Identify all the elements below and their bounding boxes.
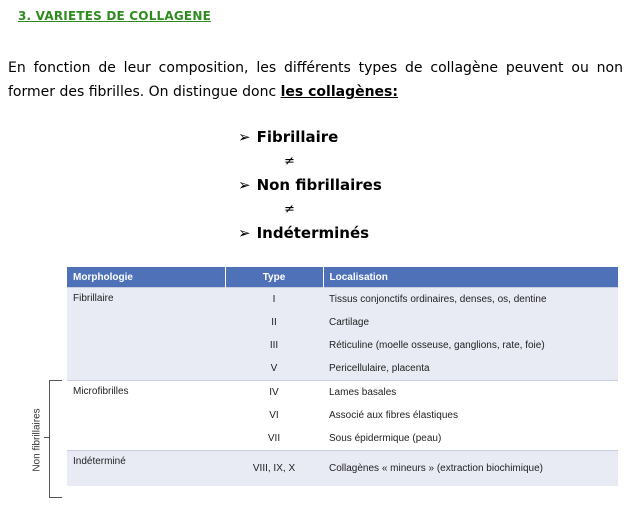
table-row xyxy=(67,381,618,405)
cell-localisation: Collagènes « mineurs » (extraction biochimique) xyxy=(323,451,618,487)
cell-type: VIII, IX, X xyxy=(225,451,323,487)
cell-localisation: Cartilage xyxy=(323,311,618,334)
list-item-label: Fibrillaire xyxy=(256,128,339,146)
cell-morphologie: Fibrillaire xyxy=(67,288,225,381)
intro-emphasis: les collagènes: xyxy=(280,84,398,100)
non-fibrillaires-bracket xyxy=(49,380,62,498)
collagen-table xyxy=(67,267,618,486)
header-localisation: Localisation xyxy=(323,267,618,288)
table-row xyxy=(67,451,618,487)
cell-type: VI xyxy=(225,404,323,427)
cell-localisation: Pericellulaire, placenta xyxy=(323,357,618,381)
not-equal-symbol: ≠ xyxy=(284,154,295,169)
cell-localisation: Tissus conjonctifs ordinaires, denses, os, dentine xyxy=(323,288,618,312)
cell-morphologie: Microfibrilles xyxy=(67,381,225,451)
not-equal-symbol: ≠ xyxy=(284,202,295,217)
cell-type: I xyxy=(225,288,323,312)
section-heading: 3. VARIETES DE COLLAGENE xyxy=(18,9,211,23)
list-item-non-fibrillaires xyxy=(238,176,382,194)
list-item-fibrillaire xyxy=(238,128,338,146)
intro-text: En fonction de leur composition, les différents types de collagène peuvent ou non former des fibrilles. On distingue donc xyxy=(8,60,623,100)
arrow-bullet-icon: ➢ xyxy=(238,224,251,242)
non-fibrillaires-side-label: Non fibrillaires xyxy=(31,408,43,472)
cell-morphologie: Indéterminé xyxy=(67,451,225,487)
intro-paragraph xyxy=(8,56,623,104)
cell-type: II xyxy=(225,311,323,334)
cell-type: VII xyxy=(225,427,323,451)
bracket-tick xyxy=(44,437,50,438)
cell-type: IV xyxy=(225,381,323,405)
table-header-row xyxy=(67,267,618,288)
cell-type: III xyxy=(225,334,323,357)
header-type: Type xyxy=(225,267,323,288)
arrow-bullet-icon: ➢ xyxy=(238,128,251,146)
cell-localisation: Réticuline (moelle osseuse, ganglions, rate, foie) xyxy=(323,334,618,357)
cell-localisation: Sous épidermique (peau) xyxy=(323,427,618,451)
header-morphologie: Morphologie xyxy=(67,267,225,288)
list-item-label: Indéterminés xyxy=(256,224,370,242)
table-row xyxy=(67,288,618,312)
list-item-label: Non fibrillaires xyxy=(256,176,382,194)
arrow-bullet-icon: ➢ xyxy=(238,176,251,194)
cell-localisation: Associé aux fibres élastiques xyxy=(323,404,618,427)
cell-localisation: Lames basales xyxy=(323,381,618,405)
cell-type: V xyxy=(225,357,323,381)
list-item-indetermines xyxy=(238,224,369,242)
